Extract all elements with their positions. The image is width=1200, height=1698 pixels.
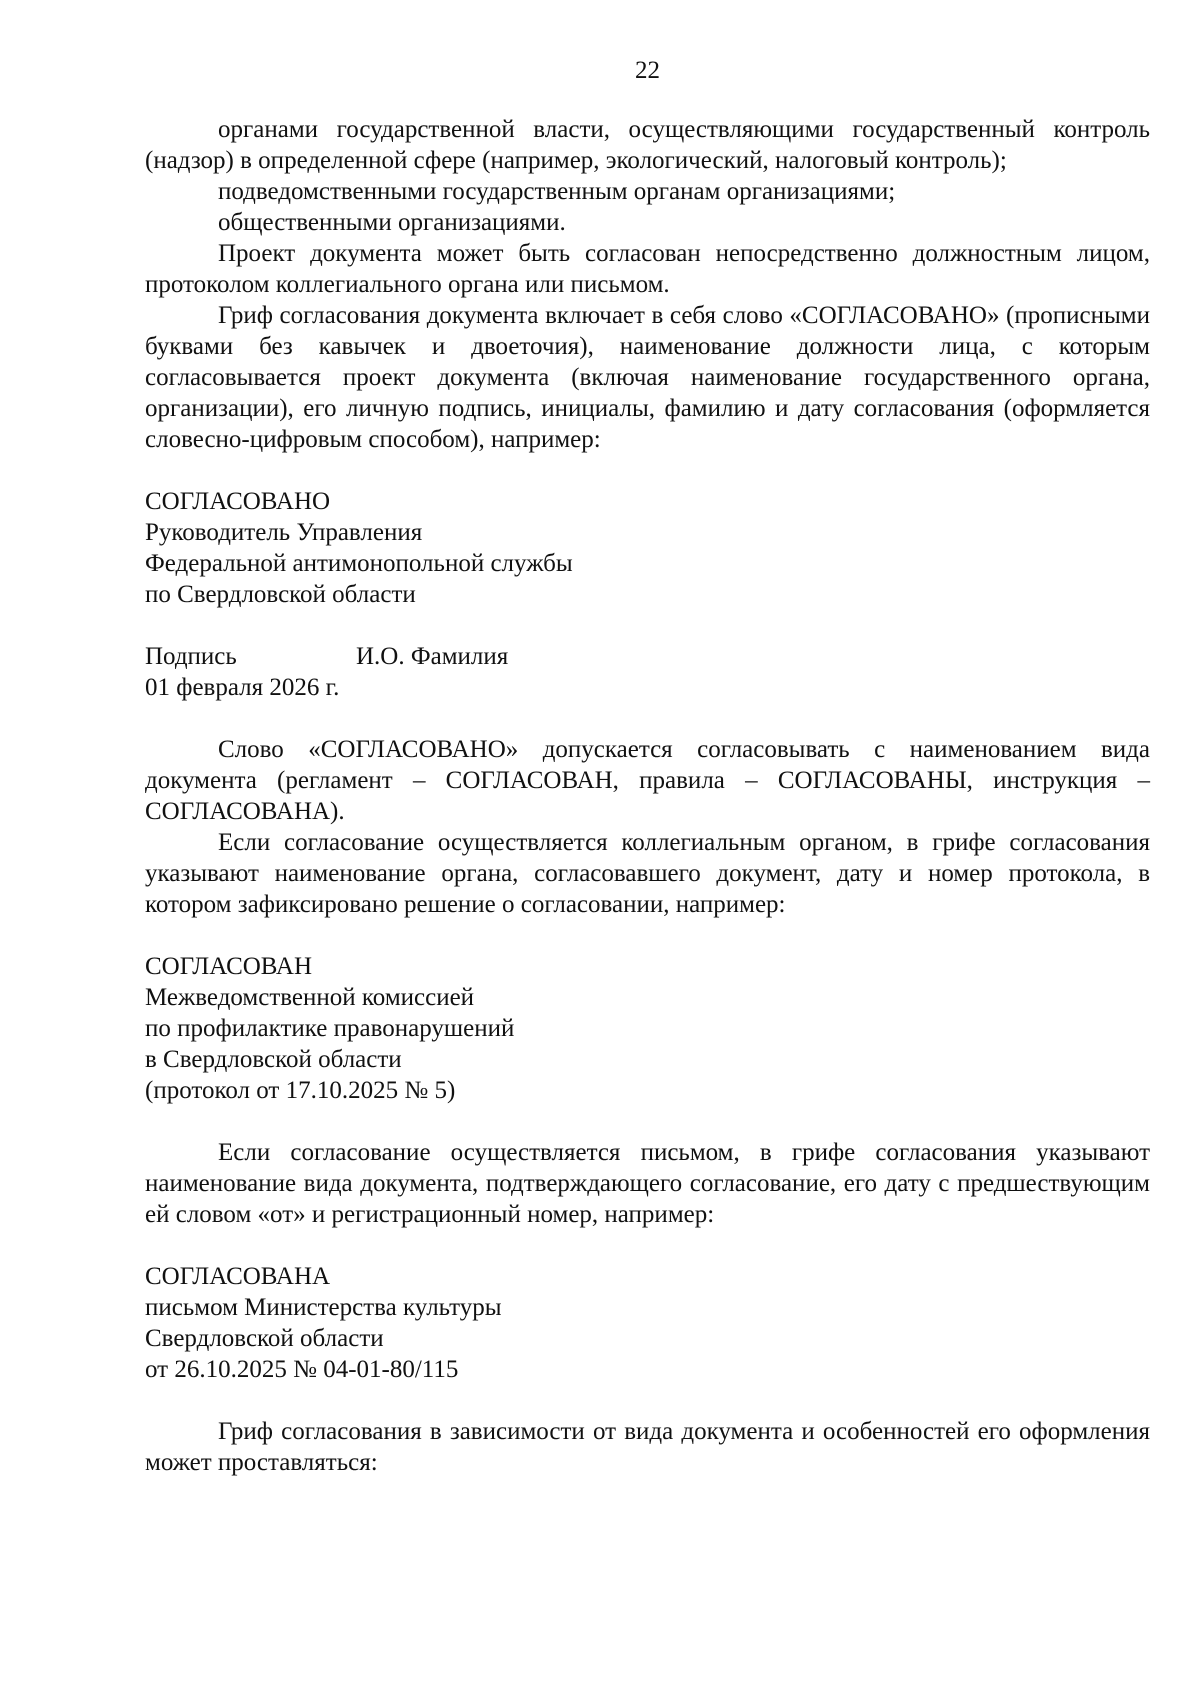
- stamp-heading: СОГЛАСОВАН: [145, 953, 313, 980]
- paragraph-approval-methods: Проект документа может быть согласован непосредственно должностным лицом, протоколом коллегиального органа или письмом.: [145, 240, 1150, 298]
- stamp-line: в Свердловской области: [145, 1046, 402, 1073]
- page-number: 22: [635, 57, 660, 84]
- approval-stamp-example-official: [145, 486, 1150, 703]
- paragraph-approval-by-letter: Если согласование осуществляется письмом, в грифе согласования указывают наименование вида документа, подтверждающего согласование, его дату с предшествующим ей словом «от» и регистрационный номер, например:: [145, 1139, 1150, 1228]
- approval-stamp-example-commission: [145, 951, 1150, 1106]
- stamp-line: по профилактике правонарушений: [145, 1015, 515, 1042]
- document-body: [145, 114, 1150, 1478]
- paragraph-control-bodies: органами государственной власти, осуществляющими государственный контроль (надзор) в определенной сфере (например, экологический, налоговый контроль);: [145, 116, 1150, 174]
- stamp-heading: СОГЛАСОВАНА: [145, 1263, 331, 1290]
- paragraph-public-orgs: общественными организациями.: [218, 209, 566, 236]
- approval-stamp-example-letter: [145, 1261, 1150, 1385]
- paragraph-subordinate-orgs: подведомственными государственным органам организациями;: [218, 178, 896, 205]
- signature-label: Подпись: [145, 643, 237, 670]
- stamp-line: Межведомственной комиссией: [145, 984, 475, 1011]
- signature-line: [145, 641, 1150, 672]
- stamp-line: по Свердловской области: [145, 581, 416, 608]
- paragraph-collegial-body: Если согласование осуществляется коллегиальным органом, в грифе согласования указывают наименование органа, согласовавшего документ, дату и номер протокола, в котором зафиксировано решение о согласовании, например:: [145, 829, 1150, 918]
- stamp-heading: СОГЛАСОВАНО: [145, 488, 331, 515]
- stamp-line: Руководитель Управления: [145, 519, 423, 546]
- stamp-line: Федеральной антимонопольной службы: [145, 550, 573, 577]
- paragraph-word-agreement: Слово «СОГЛАСОВАНО» допускается согласовывать с наименованием вида документа (регламент – СОГЛАСОВАН, правила – СОГЛАСОВАНЫ, инструкция – СОГЛАСОВАНА).: [145, 736, 1150, 825]
- stamp-letter-number: от 26.10.2025 № 04-01-80/115: [145, 1356, 459, 1383]
- stamp-line: Свердловской области: [145, 1325, 384, 1352]
- signature-name: И.О. Фамилия: [356, 643, 509, 670]
- paragraph-stamp-placement: Гриф согласования в зависимости от вида документа и особенностей его оформления может проставляться:: [145, 1418, 1150, 1476]
- paragraph-approval-stamp-contents: Гриф согласования документа включает в себя слово «СОГЛАСОВАНО» (прописными буквами без кавычек и двоеточия), наименование должности лица, с которым согласовывается проект документа (включая наименование государственного органа, организации), его личную подпись, инициалы, фамилию и дату согласования (оформляется словесно-цифровым способом), например:: [145, 302, 1150, 453]
- stamp-date: 01 февраля 2026 г.: [145, 674, 340, 701]
- stamp-line: письмом Министерства культуры: [145, 1294, 502, 1321]
- stamp-protocol-line: (протокол от 17.10.2025 № 5): [145, 1077, 456, 1104]
